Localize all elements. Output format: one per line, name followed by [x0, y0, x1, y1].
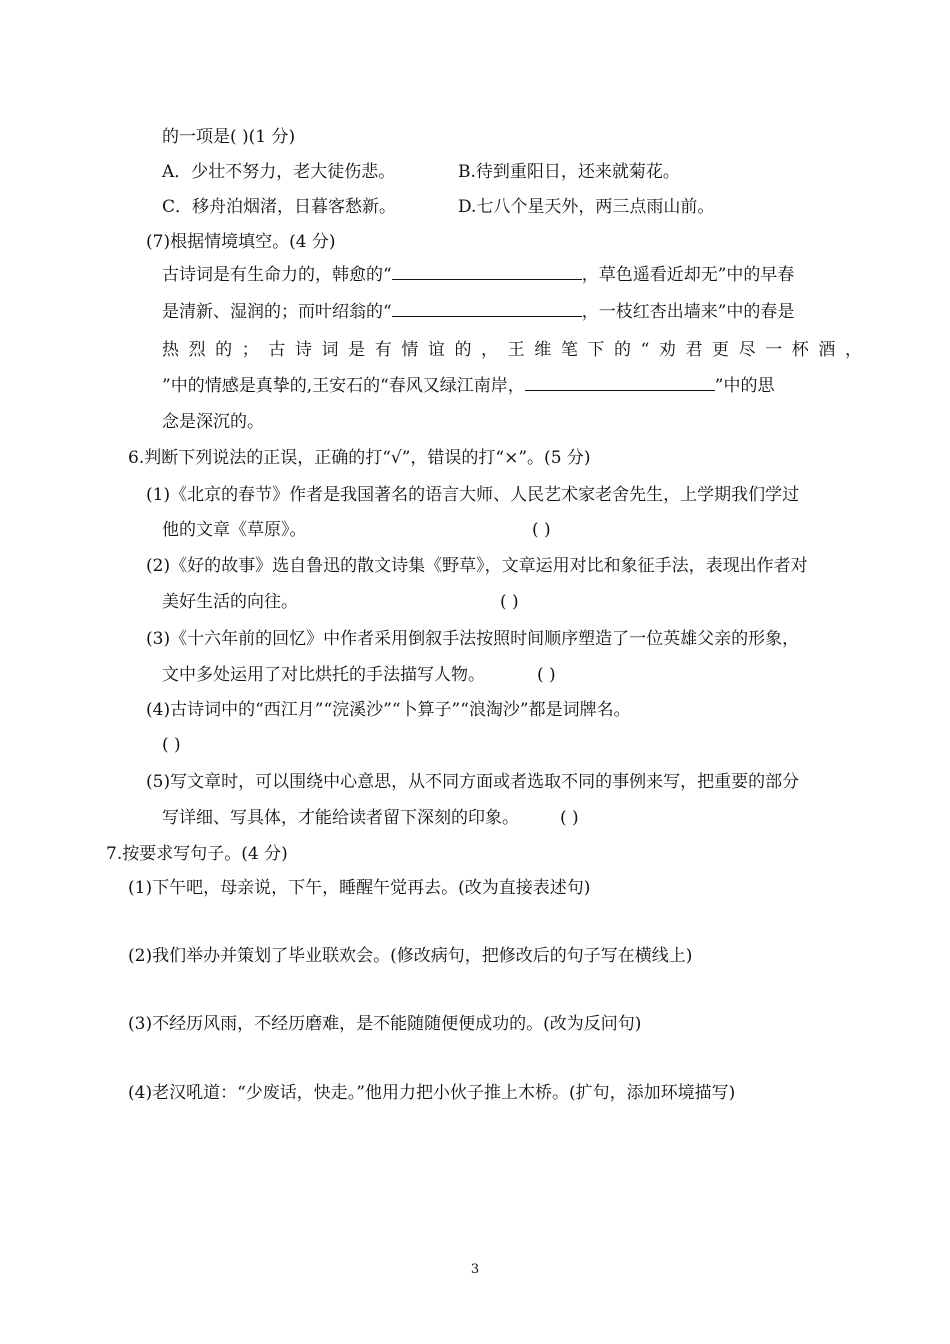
q6-item-1-answer-paren[interactable]: ( ) — [532, 520, 551, 540]
q5-sub7-line3: 热烈的；古诗词是有情谊的，王维笔下的“劝君更尽一杯酒， — [162, 340, 862, 360]
q5-sub7-line5: 念是深沉的。 — [162, 412, 264, 432]
answer-blank-3[interactable] — [525, 374, 715, 391]
q6-item-5-line2: 写详细、写具体，才能给读者留下深刻的印象。 — [162, 808, 519, 828]
q7-item-1: (1)下午吧，母亲说，下午，睡醒午觉再去。(改为直接表述句) — [128, 878, 591, 898]
q6-item-4-line1: (4)古诗词中的“西江月”“浣溪沙”“卜算子”“浪淘沙”都是词牌名。 — [146, 700, 631, 720]
q5-sub7-line2-a: 是清新、湿润的；而叶绍翁的“ — [162, 302, 392, 322]
q5-option-b: B.待到重阳日，还来就菊花。 — [458, 162, 680, 182]
q5-sub7-line4-b: ”中的思 — [714, 376, 775, 396]
q6-item-2-line1: (2)《好的故事》选自鲁迅的散文诗集《野草》，文章运用对比和象征手法，表现出作者对 — [146, 556, 808, 576]
q5-sub7-line1 — [162, 263, 794, 287]
q5-sub7-line2 — [162, 300, 794, 324]
q6-item-5-answer-paren[interactable]: ( ) — [560, 808, 579, 828]
q6-item-5-line1: (5)写文章时，可以围绕中心意思，从不同方面或者选取不同的事例来写，把重要的部分 — [146, 772, 800, 792]
q5-sub7-line1-a: 古诗词是有生命力的，韩愈的“ — [162, 265, 392, 285]
q7-item-4: (4)老汉吼道：“少废话，快走。”他用力把小伙子推上木桥。(扩句，添加环境描写) — [128, 1083, 736, 1103]
q6-title: 6.判断下列说法的正误，正确的打“√”，错误的打“×”。(5 分) — [128, 448, 591, 468]
q5-option-c: C．移舟泊烟渚，日暮客愁新。 — [162, 197, 397, 217]
q7-title: 7.按要求写句子。(4 分) — [106, 844, 288, 864]
q6-item-1-line1: (1)《北京的春节》作者是我国著名的语言大师、人民艺术家老舍先生，上学期我们学过 — [146, 485, 800, 505]
answer-blank-1[interactable] — [392, 263, 582, 280]
page-number: 3 — [470, 1262, 480, 1277]
answer-blank-2[interactable] — [392, 300, 582, 317]
q5-stem-end: 的一项是( )(1 分) — [162, 127, 296, 147]
q5-sub7-line2-b: ，一枝红杏出墙来”中的春是 — [581, 302, 795, 322]
q5-option-d: D.七八个星天外，两三点雨山前。 — [458, 197, 715, 217]
q5-option-a: A．少壮不努力，老大徒伤悲。 — [162, 162, 396, 182]
q6-item-3-line2: 文中多处运用了对比烘托的手法描写人物。 — [162, 665, 485, 685]
q7-item-3: (3)不经历风雨，不经历磨难，是不能随随便便成功的。(改为反问句) — [128, 1014, 642, 1034]
q5-sub7-line4-a: ”中的情感是真挚的,王安石的“春风又绿江南岸， — [162, 376, 525, 396]
q7-item-2: (2)我们举办并策划了毕业联欢会。(修改病句，把修改后的句子写在横线上) — [128, 946, 693, 966]
q6-item-3-line1: (3)《十六年前的回忆》中作者采用倒叙手法按照时间顺序塑造了一位英雄父亲的形象， — [146, 629, 800, 649]
q6-item-4-answer-paren[interactable]: ( ) — [162, 735, 181, 755]
q5-sub7-line1-b: ，草色遥看近却无”中的早春 — [581, 265, 795, 285]
q6-item-2-line2: 美好生活的向往。 — [162, 592, 298, 612]
q5-sub7-line4 — [162, 374, 775, 398]
q6-item-2-answer-paren[interactable]: ( ) — [500, 592, 519, 612]
q6-item-3-answer-paren[interactable]: ( ) — [537, 665, 556, 685]
q6-item-1-line2: 他的文章《草原》。 — [162, 520, 307, 540]
q5-sub7-title: (7)根据情境填空。(4 分) — [146, 232, 336, 252]
